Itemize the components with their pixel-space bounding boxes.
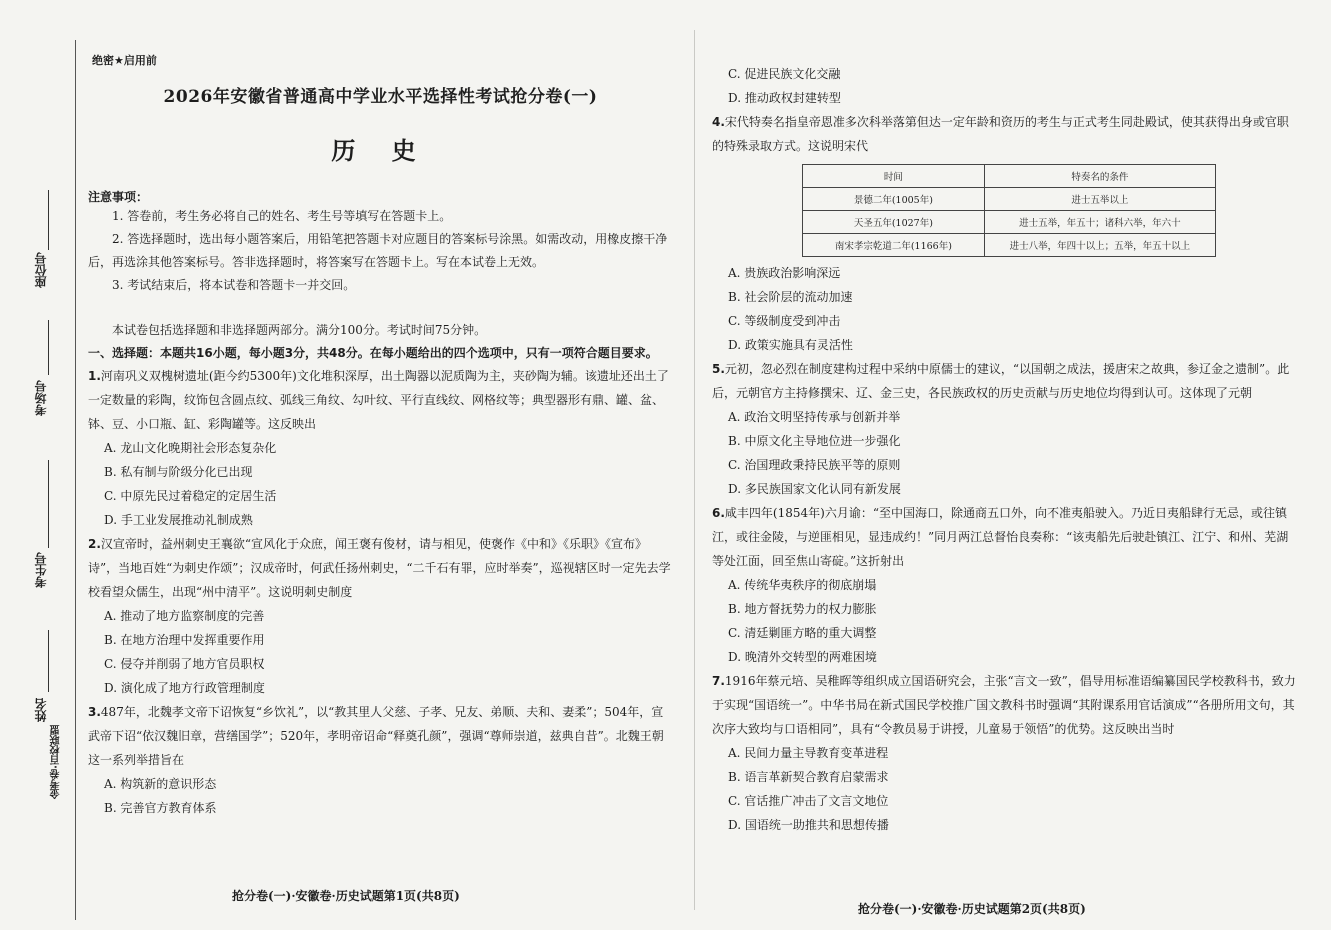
confidential-mark: 绝密★启用前 bbox=[92, 54, 157, 67]
option-d: D. 多民族国家文化认同有新发展 bbox=[728, 482, 901, 496]
exam-title: 2026年安徽省普通高中学业水平选择性考试抢分卷(一) bbox=[163, 87, 598, 107]
page-1-footer: 抢分卷(一)·安徽卷·历史试题第1页(共8页) bbox=[232, 889, 460, 903]
note-item: 3. 考试结束后，将本试卷和答题卡一并交回。 bbox=[112, 278, 356, 292]
question-number: 6. bbox=[712, 506, 725, 520]
question-3 bbox=[88, 700, 673, 820]
option-c: C. 官话推广冲击了文言文地位 bbox=[728, 794, 889, 808]
seat-number-field bbox=[22, 200, 62, 310]
option-b: B. 社会阶层的流动加速 bbox=[728, 290, 853, 304]
option-c: C. 清廷剿匪方略的重大调整 bbox=[728, 626, 877, 640]
question-4 bbox=[712, 110, 1297, 357]
field-underline bbox=[48, 190, 49, 250]
table-row bbox=[803, 234, 1216, 257]
question-stem: 咸丰四年(1854年)六月谕：“至中国海口，除通商五口外，向不准夷船驶入。乃近日夷船肆行无忌，或往镇江，或往金陵，与逆匪相见，显违成约！”同月两江总督怡良奏称：“该夷船先后驶赴镇江、江宁、和州、芜湖等处江面，回至焦山寄碇。”这折射出 bbox=[712, 506, 1289, 568]
question-number: 2. bbox=[88, 537, 101, 551]
field-underline bbox=[48, 630, 49, 692]
recruitment-table bbox=[802, 164, 1216, 257]
field-underline bbox=[48, 320, 49, 375]
table-cell: 进士五举以上 bbox=[984, 188, 1215, 211]
binding-sidebar bbox=[0, 0, 80, 930]
field-label: 考生号 bbox=[34, 552, 48, 588]
subject-title: 历 史 bbox=[331, 136, 430, 165]
note-item: 2. 答选择题时，选出每小题答案后，用铅笔把答题卡对应题目的答案标号涂黑。如需改动，用橡皮擦干净后，再选涂其他答案标号。答非选择题时，将答案写在答题卡上。写在本试卷上无效。 bbox=[88, 232, 668, 269]
table-cell: 南宋孝宗乾道二年(1166年) bbox=[803, 234, 985, 257]
option-b: B. 在地方治理中发挥重要作用 bbox=[104, 633, 265, 647]
field-label: 座位号 bbox=[34, 252, 48, 288]
option-d: D. 演化成了地方行政管理制度 bbox=[104, 681, 265, 695]
question-7 bbox=[712, 669, 1297, 837]
question-number: 4. bbox=[712, 115, 725, 129]
page-fold bbox=[694, 30, 695, 910]
option-b: B. 完善官方教育体系 bbox=[104, 801, 217, 815]
table-cell: 景德二年(1005年) bbox=[803, 188, 985, 211]
question-stem: 宋代特奏名指皇帝恩准多次科举落第但达一定年龄和资历的考生与正式考生同赴殿试，使其获得出身或官职的特殊录取方式。这说明宋代 bbox=[712, 115, 1289, 153]
table-cell: 进士五举，年五十；诸科六举，年六十 bbox=[984, 211, 1215, 234]
table-row bbox=[803, 211, 1216, 234]
option-a: A. 构筑新的意识形态 bbox=[104, 777, 217, 791]
option-a: A. 推动了地方监察制度的完善 bbox=[104, 609, 265, 623]
option-b: B. 地方督抚势力的权力膨胀 bbox=[728, 602, 877, 616]
candidate-number-field bbox=[22, 460, 62, 600]
option-d: D. 政策实施具有灵活性 bbox=[728, 338, 853, 352]
question-stem: 487年，北魏孝文帝下诏恢复“乡饮礼”，以“教其里人父慈、子孝、兄友、弟顺、夫和、妻柔”；504年，宣武帝下诏“依汉魏旧章，营缮国学”；520年，孝明帝诏命“释奠孔颜”，强调“尊师崇道，兹典自昔”。北魏王朝这一系列举措旨在 bbox=[88, 705, 664, 767]
question-number: 7. bbox=[712, 674, 725, 688]
option-b: B. 语言革新契合教育启蒙需求 bbox=[728, 770, 889, 784]
field-label: 考场号 bbox=[34, 380, 48, 416]
question-number: 1. bbox=[88, 369, 101, 383]
question-6 bbox=[712, 501, 1297, 669]
option-a: A. 贵族政治影响深远 bbox=[728, 266, 841, 280]
option-a: A. 政治文明坚持传承与创新并举 bbox=[728, 410, 901, 424]
section-heading: 一、选择题：本题共16小题，每小题3分，共48分。在每小题给出的四个选项中，只有一项符合题目要求。 bbox=[88, 346, 658, 360]
table-header: 时间 bbox=[803, 165, 985, 188]
publisher-note: 金考卷·百校联盟 bbox=[51, 725, 62, 799]
question-number: 5. bbox=[712, 362, 725, 376]
notes-heading: 注意事项： bbox=[88, 190, 149, 204]
exam-room-field bbox=[22, 330, 62, 440]
binding-line bbox=[75, 40, 76, 920]
option-d: D. 晚清外交转型的两难困境 bbox=[728, 650, 877, 664]
option-b: B. 私有制与阶级分化已出现 bbox=[104, 465, 253, 479]
exam-intro: 本试卷包括选择题和非选择题两部分。满分100分。考试时间75分钟。 bbox=[112, 323, 487, 337]
option-a: A. 民间力量主导教育变革进程 bbox=[728, 746, 889, 760]
option-c: C. 治国理政秉持民族平等的原则 bbox=[728, 458, 901, 472]
option-a: A. 龙山文化晚期社会形态复杂化 bbox=[104, 441, 277, 455]
question-number: 3. bbox=[88, 705, 101, 719]
question-2 bbox=[88, 532, 673, 700]
question-1 bbox=[88, 364, 673, 532]
option-c: C. 促进民族文化交融 bbox=[728, 67, 841, 81]
option-a: A. 传统华夷秩序的彻底崩塌 bbox=[728, 578, 877, 592]
field-underline bbox=[48, 460, 49, 548]
option-d: D. 国语统一助推共和思想传播 bbox=[728, 818, 889, 832]
question-stem: 1916年蔡元培、吴稚晖等组织成立国语研究会，主张“言文一致”，倡导用标准语编纂国民学校教科书，致力于实现“国语统一”。中华书局在新式国民学校推广国文教科书时强调“其附课系用官话演成”“各册所用文句，其次序大致均与口语相同”，具有“令教员易于讲授，儿童易于领悟”的优势。这反映出当时 bbox=[712, 674, 1296, 736]
table-header: 特奏名的条件 bbox=[984, 165, 1215, 188]
question-5 bbox=[712, 357, 1297, 501]
question-stem: 河南巩义双槐树遗址(距今约5300年)文化堆积深厚，出土陶器以泥质陶为主，夹砂陶为辅。该遗址还出土了一定数量的彩陶，纹饰包含圆点纹、弧线三角纹、勾叶纹、平行直线纹、网格纹等；典型器形有鼎、罐、盆、钵、豆、小口瓶、缸、彩陶罐等。这反映出 bbox=[88, 369, 669, 431]
note-item: 1. 答卷前，考生务必将自己的姓名、考生号等填写在答题卡上。 bbox=[112, 209, 452, 223]
page-2-footer: 抢分卷(一)·安徽卷·历史试题第2页(共8页) bbox=[858, 902, 1086, 916]
name-field bbox=[22, 620, 62, 730]
option-d: D. 手工业发展推动礼制成熟 bbox=[104, 513, 253, 527]
page-2 bbox=[712, 62, 1297, 837]
table-row bbox=[803, 188, 1216, 211]
option-c: C. 中原先民过着稳定的定居生活 bbox=[104, 489, 277, 503]
option-c: C. 侵夺并削弱了地方官员职权 bbox=[104, 657, 265, 671]
field-label: 姓名 bbox=[34, 698, 48, 722]
table-cell: 进士八举，年四十以上；五举，年五十以上 bbox=[984, 234, 1215, 257]
table-cell: 天圣五年(1027年) bbox=[803, 211, 985, 234]
table-header-row bbox=[803, 165, 1216, 188]
option-c: C. 等级制度受到冲击 bbox=[728, 314, 841, 328]
option-b: B. 中原文化主导地位进一步强化 bbox=[728, 434, 901, 448]
question-stem: 汉宣帝时，益州刺史王襄欲“宣风化于众庶，闻王褒有俊材，请与相见，使褒作《中和》《乐职》《宣布》诗”，当地百姓“为刺史作颂”；汉成帝时，何武任扬州刺史，“二千石有罪，应时举奏”，巡视辖区时一定先去学校看望众儒生，出现“州中清平”。这说明刺史制度 bbox=[88, 537, 671, 599]
page-1 bbox=[88, 52, 673, 820]
option-d: D. 推动政权封建转型 bbox=[728, 91, 841, 105]
question-stem: 元初，忽必烈在制度建构过程中采纳中原儒士的建议，“以国朝之成法，援唐宋之故典，参辽金之遗制”。此后，元朝官方主持修撰宋、辽、金三史，各民族政权的历史贡献与历史地位均得到认可。这体现了元朝 bbox=[712, 362, 1290, 400]
